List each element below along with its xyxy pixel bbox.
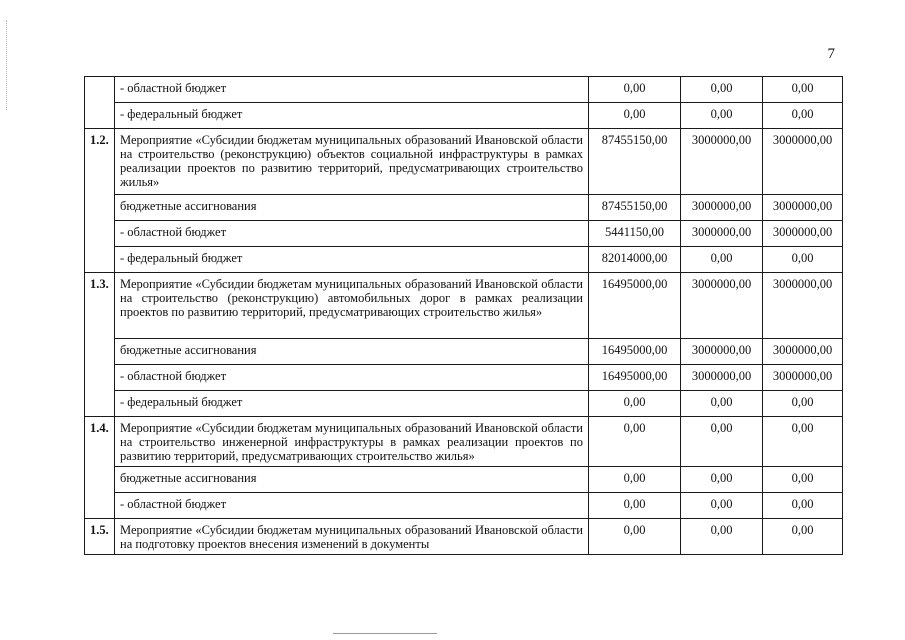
budget-table xyxy=(84,76,843,555)
table-row xyxy=(85,273,843,339)
value-cell: 0,00 xyxy=(681,247,763,273)
row-label: Мероприятие «Субсидии бюджетам муниципальных образований Ивановской области на строительство инженерной инфраструктуры в рамках реализации проектов по развитию территорий, предусматривающих строительство жилья» xyxy=(115,417,589,467)
row-label: - областной бюджет xyxy=(115,365,589,391)
value-cell: 0,00 xyxy=(763,247,843,273)
value-cell: 0,00 xyxy=(681,493,763,519)
value-cell: 3000000,00 xyxy=(681,339,763,365)
value-cell: 0,00 xyxy=(589,519,681,555)
value-cell: 0,00 xyxy=(589,467,681,493)
table-row xyxy=(85,467,843,493)
value-cell: 0,00 xyxy=(589,417,681,467)
value-cell: 3000000,00 xyxy=(763,339,843,365)
table-row xyxy=(85,103,843,129)
value-cell: 16495000,00 xyxy=(589,365,681,391)
row-number-cell: 1.4. xyxy=(85,417,115,519)
value-cell: 0,00 xyxy=(681,467,763,493)
value-cell: 0,00 xyxy=(681,519,763,555)
row-label: - федеральный бюджет xyxy=(115,103,589,129)
row-label: Мероприятие «Субсидии бюджетам муниципальных образований Ивановской области на строительство (реконструкцию) объектов социальной инфраструктуры в рамках реализации проектов по развитию территорий, предусматривающих строительство жилья» xyxy=(115,129,589,195)
value-cell: 3000000,00 xyxy=(763,365,843,391)
value-cell: 5441150,00 xyxy=(589,221,681,247)
table-row xyxy=(85,493,843,519)
value-cell: 0,00 xyxy=(763,467,843,493)
table-row xyxy=(85,77,843,103)
row-label: - областной бюджет xyxy=(115,493,589,519)
value-cell: 3000000,00 xyxy=(763,221,843,247)
value-cell: 3000000,00 xyxy=(681,221,763,247)
value-cell: 16495000,00 xyxy=(589,273,681,339)
value-cell: 3000000,00 xyxy=(681,129,763,195)
row-number-cell: 1.5. xyxy=(85,519,115,555)
value-cell: 0,00 xyxy=(589,391,681,417)
table-row xyxy=(85,247,843,273)
value-cell: 87455150,00 xyxy=(589,195,681,221)
value-cell: 0,00 xyxy=(763,519,843,555)
value-cell: 3000000,00 xyxy=(763,129,843,195)
value-cell: 0,00 xyxy=(681,417,763,467)
row-number-cell: 1.3. xyxy=(85,273,115,417)
row-label: - федеральный бюджет xyxy=(115,391,589,417)
scan-edge-marks xyxy=(6,20,9,110)
row-label: бюджетные ассигнования xyxy=(115,195,589,221)
table-row xyxy=(85,221,843,247)
value-cell: 0,00 xyxy=(763,103,843,129)
value-cell: 0,00 xyxy=(763,391,843,417)
value-cell: 0,00 xyxy=(681,391,763,417)
table-row xyxy=(85,195,843,221)
row-number-cell xyxy=(85,77,115,129)
value-cell: 82014000,00 xyxy=(589,247,681,273)
table-row xyxy=(85,391,843,417)
value-cell: 0,00 xyxy=(681,103,763,129)
value-cell: 3000000,00 xyxy=(763,195,843,221)
value-cell: 3000000,00 xyxy=(763,273,843,339)
value-cell: 0,00 xyxy=(589,103,681,129)
row-label: бюджетные ассигнования xyxy=(115,467,589,493)
table-row xyxy=(85,417,843,467)
value-cell: 0,00 xyxy=(763,493,843,519)
value-cell: 0,00 xyxy=(589,493,681,519)
value-cell: 0,00 xyxy=(763,77,843,103)
value-cell: 16495000,00 xyxy=(589,339,681,365)
value-cell: 0,00 xyxy=(589,77,681,103)
row-label: - областной бюджет xyxy=(115,221,589,247)
value-cell: 0,00 xyxy=(681,77,763,103)
row-label: Мероприятие «Субсидии бюджетам муниципальных образований Ивановской области на подготовку проектов внесения изменений в документы xyxy=(115,519,589,555)
table-row xyxy=(85,519,843,555)
value-cell: 3000000,00 xyxy=(681,365,763,391)
table-row xyxy=(85,365,843,391)
value-cell: 3000000,00 xyxy=(681,273,763,339)
table-row xyxy=(85,339,843,365)
row-label: - областной бюджет xyxy=(115,77,589,103)
row-label: бюджетные ассигнования xyxy=(115,339,589,365)
page-number: 7 xyxy=(827,46,835,62)
row-label: - федеральный бюджет xyxy=(115,247,589,273)
table-row xyxy=(85,129,843,195)
row-number-cell: 1.2. xyxy=(85,129,115,273)
value-cell: 0,00 xyxy=(763,417,843,467)
row-label: Мероприятие «Субсидии бюджетам муниципальных образований Ивановской области на строительство (реконструкцию) автомобильных дорог в рамках реализации проектов по развитию территорий, предусматривающих строительство жилья» xyxy=(115,273,589,339)
value-cell: 3000000,00 xyxy=(681,195,763,221)
page-footer-line xyxy=(333,633,437,634)
value-cell: 87455150,00 xyxy=(589,129,681,195)
